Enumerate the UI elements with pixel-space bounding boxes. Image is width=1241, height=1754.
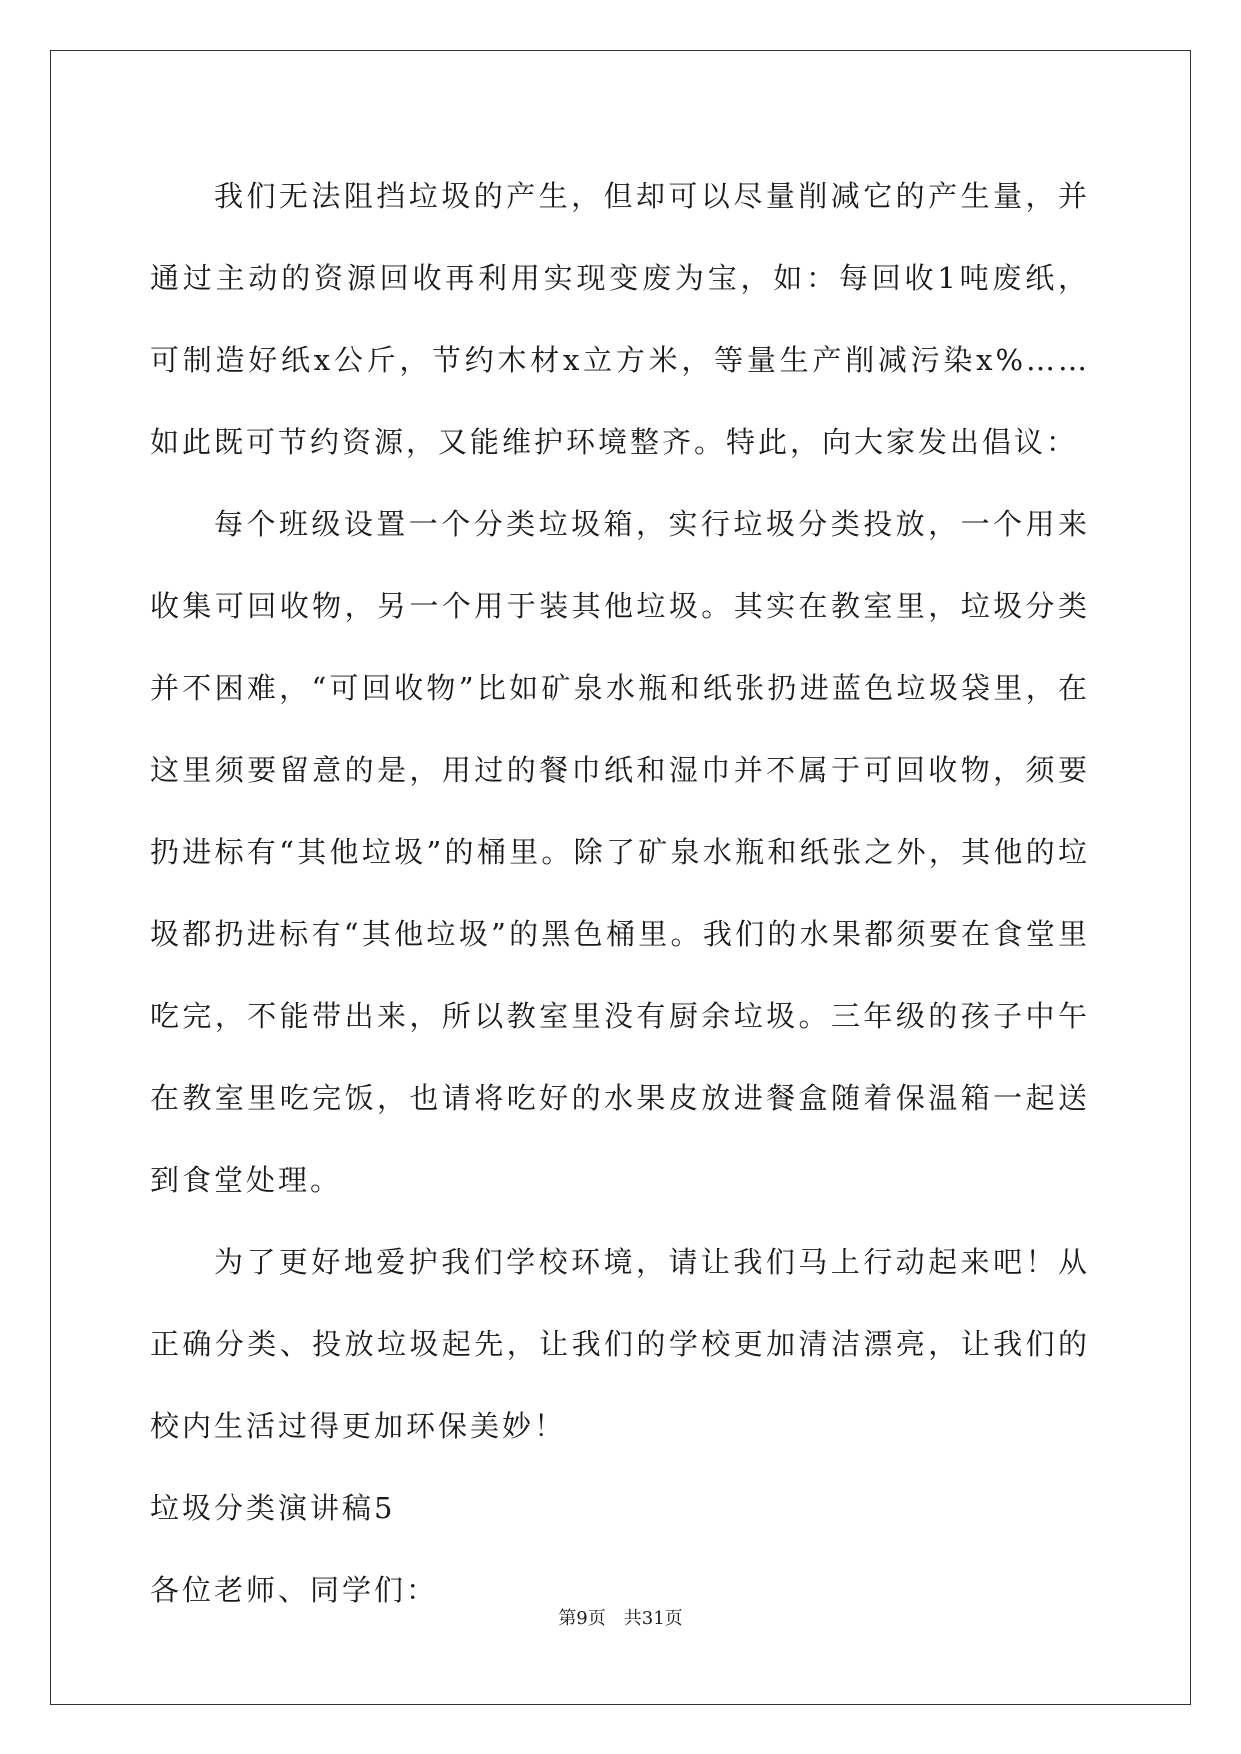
document-body xyxy=(150,155,1090,1631)
section-title: 垃圾分类演讲稿5 xyxy=(150,1491,396,1525)
paragraph-3: 为了更好地爱护我们学校环境，请让我们马上行动起来吧！从正确分类、投放垃圾起先，让我们的学校更加清洁漂亮，让我们的校内生活过得更加环保美妙！ xyxy=(150,1245,1090,1443)
salutation: 各位老师、同学们： xyxy=(150,1573,439,1607)
paragraph-1: 我们无法阻挡垃圾的产生，但却可以尽量削减它的产生量，并通过主动的资源回收再利用实现变废为宝，如：每回收1吨废纸，可制造好纸x公斤，节约木材x立方米，等量生产削减污染x%……如此既可节约资源，又能维护环境整齐。特此，向大家发出倡议： xyxy=(150,179,1090,459)
page-number-footer: 第9页 共31页 xyxy=(558,1608,683,1629)
paragraph-2: 每个班级设置一个分类垃圾箱，实行垃圾分类投放，一个用来收集可回收物，另一个用于装其他垃圾。其实在教室里，垃圾分类并不困难，“可回收物”比如矿泉水瓶和纸张扔进蓝色垃圾袋里，在这里须要留意的是，用过的餐巾纸和湿巾并不属于可回收物，须要扔进标有“其他垃圾”的桶里。除了矿泉水瓶和纸张之外，其他的垃圾都扔进标有“其他垃圾”的黑色桶里。我们的水果都须要在食堂里吃完，不能带出来，所以教室里没有厨余垃圾。三年级的孩子中午在教室里吃完饭，也请将吃好的水果皮放进餐盒随着保温箱一起送到食堂处理。 xyxy=(150,507,1090,1197)
